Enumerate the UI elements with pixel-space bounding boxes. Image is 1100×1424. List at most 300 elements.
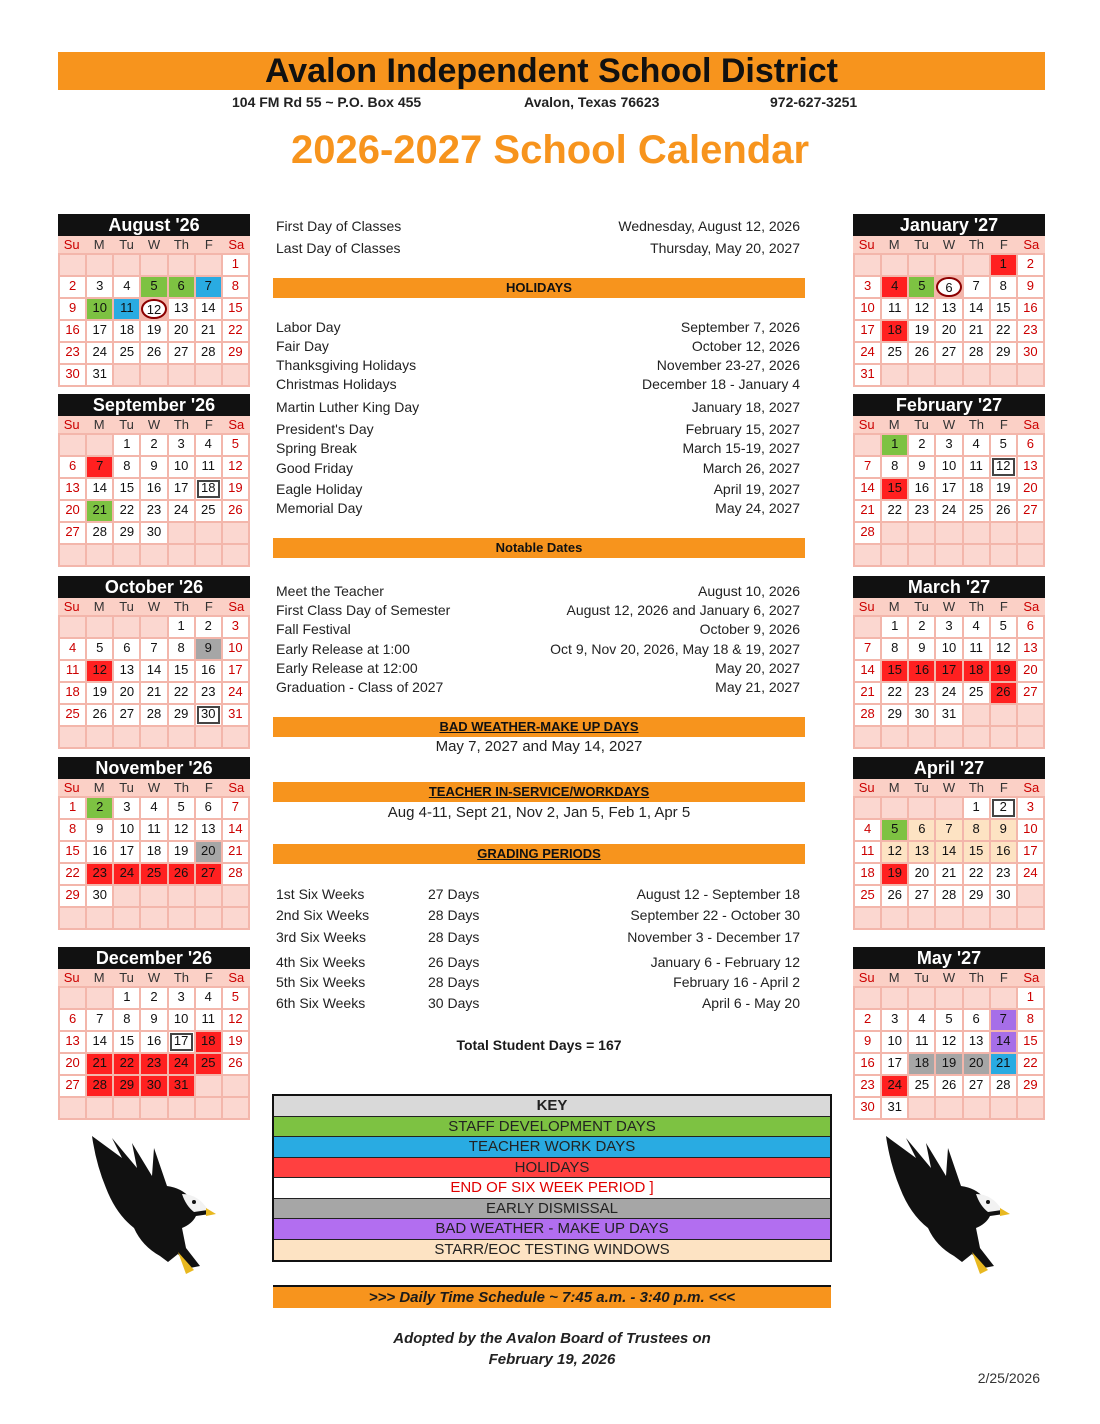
calendar-empty-cell bbox=[855, 798, 880, 818]
calendar-day: 25 bbox=[141, 864, 166, 884]
weekday-label: W bbox=[942, 780, 956, 795]
calendar-day: 22 bbox=[882, 501, 907, 521]
calendar-day: 17 bbox=[936, 479, 961, 499]
weekday-label: F bbox=[204, 599, 213, 614]
calendar-title: 2026-2027 School Calendar bbox=[290, 128, 810, 172]
calendar-empty-cell bbox=[909, 727, 934, 747]
weekday-label: Su bbox=[63, 780, 80, 795]
calendar-empty-cell bbox=[1018, 545, 1043, 565]
calendar-day: 29 bbox=[991, 343, 1016, 363]
weekday-label: W bbox=[942, 970, 956, 985]
weekday-label: Sa bbox=[1023, 599, 1040, 614]
calendar-day: 12 bbox=[936, 1032, 961, 1052]
calendar-day: 24 bbox=[936, 683, 961, 703]
key-item: TEACHER WORK DAYS bbox=[274, 1137, 830, 1158]
calendar-day: 29 bbox=[114, 1076, 139, 1096]
calendar-empty-cell bbox=[882, 908, 907, 928]
holiday-date: March 15-19, 2027 bbox=[682, 440, 800, 456]
calendar-day: 21 bbox=[87, 501, 112, 521]
calendar-day: 1 bbox=[114, 435, 139, 455]
calendar-day: 8 bbox=[882, 457, 907, 477]
calendar-day: 28 bbox=[87, 523, 112, 543]
calendar-day: 20 bbox=[169, 321, 194, 341]
calendar-day: 13 bbox=[196, 820, 221, 840]
calendar-day: 23 bbox=[855, 1076, 880, 1096]
calendar-day: 1 bbox=[169, 617, 194, 637]
calendar-day: 26 bbox=[141, 343, 166, 363]
calendar-day: 30 bbox=[855, 1098, 880, 1118]
calendar-empty-cell bbox=[141, 908, 166, 928]
calendar-empty-cell bbox=[223, 908, 248, 928]
calendar-february bbox=[853, 394, 1045, 567]
calendar-empty-cell bbox=[223, 1098, 248, 1118]
calendar-day: 20 bbox=[964, 1054, 989, 1074]
calendar-day: 31 bbox=[936, 705, 961, 725]
weekday-label: Sa bbox=[228, 237, 245, 252]
calendar-empty-cell bbox=[60, 545, 85, 565]
calendar-april bbox=[853, 757, 1045, 930]
calendar-day: 9 bbox=[909, 457, 934, 477]
calendar-empty-cell bbox=[114, 908, 139, 928]
calendar-day: 4 bbox=[882, 277, 907, 297]
calendar-month-title: May '27 bbox=[853, 947, 1045, 969]
calendar-day: 4 bbox=[196, 435, 221, 455]
calendar-day-grid bbox=[853, 253, 1045, 387]
calendar-day: 9 bbox=[87, 820, 112, 840]
grading-period: 1st Six Weeks bbox=[276, 886, 365, 902]
eagle-mascot-icon bbox=[82, 1128, 222, 1284]
calendar-day: 16 bbox=[60, 321, 85, 341]
notable-date: May 20, 2027 bbox=[715, 660, 800, 676]
weekday-label: Su bbox=[63, 417, 80, 432]
calendar-empty-cell bbox=[60, 1098, 85, 1118]
calendar-day: 2 bbox=[60, 277, 85, 297]
calendar-day: 10 bbox=[936, 639, 961, 659]
calendar-day-grid bbox=[58, 986, 250, 1120]
weekday-header bbox=[853, 598, 1045, 615]
calendar-empty-cell bbox=[882, 988, 907, 1008]
grading-range: January 6 - February 12 bbox=[650, 954, 800, 970]
calendar-empty-cell bbox=[1018, 1098, 1043, 1118]
calendar-empty-cell bbox=[936, 727, 961, 747]
calendar-month-title: November '26 bbox=[58, 757, 250, 779]
calendar-empty-cell bbox=[855, 727, 880, 747]
grading-days: 27 Days bbox=[428, 886, 480, 902]
calendar-empty-cell bbox=[964, 908, 989, 928]
calendar-day: 5 bbox=[882, 820, 907, 840]
calendar-day: 29 bbox=[114, 523, 139, 543]
calendar-empty-cell bbox=[223, 1076, 248, 1096]
calendar-month-title: December '26 bbox=[58, 947, 250, 969]
grading-days: 30 Days bbox=[428, 995, 480, 1011]
calendar-day: 26 bbox=[991, 501, 1016, 521]
calendar-day: 15 bbox=[991, 299, 1016, 319]
calendar-day: 17 bbox=[936, 661, 961, 681]
weekday-label: F bbox=[999, 970, 1008, 985]
calendar-day: 8 bbox=[114, 457, 139, 477]
city-line: Avalon, Texas 76623 bbox=[524, 94, 660, 110]
calendar-day: 12 bbox=[991, 457, 1016, 477]
calendar-empty-cell bbox=[141, 545, 166, 565]
notable-date: May 21, 2027 bbox=[715, 679, 800, 695]
calendar-day: 6 bbox=[909, 820, 934, 840]
calendar-day: 3 bbox=[936, 617, 961, 637]
weekday-label: F bbox=[999, 780, 1008, 795]
calendar-day: 3 bbox=[223, 617, 248, 637]
calendar-day: 17 bbox=[223, 661, 248, 681]
calendar-empty-cell bbox=[87, 988, 112, 1008]
notable-date: Oct 9, Nov 20, 2026, May 18 & 19, 2027 bbox=[550, 641, 800, 657]
calendar-day: 19 bbox=[882, 864, 907, 884]
weekday-label: M bbox=[93, 780, 105, 795]
calendar-day: 19 bbox=[991, 479, 1016, 499]
weekday-header bbox=[853, 416, 1045, 433]
calendar-day: 24 bbox=[882, 1076, 907, 1096]
calendar-day: 2 bbox=[141, 435, 166, 455]
calendar-day: 5 bbox=[223, 988, 248, 1008]
calendar-day: 30 bbox=[60, 365, 85, 385]
calendar-empty-cell bbox=[169, 886, 194, 906]
phone-number: 972-627-3251 bbox=[770, 94, 858, 110]
calendar-day: 3 bbox=[169, 988, 194, 1008]
weekday-label: Su bbox=[858, 970, 875, 985]
calendar-january bbox=[853, 214, 1045, 387]
calendar-day-grid bbox=[853, 615, 1045, 749]
calendar-day: 16 bbox=[87, 842, 112, 862]
calendar-day: 18 bbox=[196, 1032, 221, 1052]
weekday-label: F bbox=[204, 970, 213, 985]
calendar-august bbox=[58, 214, 250, 387]
weekday-label: Th bbox=[968, 780, 984, 795]
weekday-label: W bbox=[147, 599, 161, 614]
calendar-day: 14 bbox=[964, 299, 989, 319]
calendar-day: 12 bbox=[87, 661, 112, 681]
notable-label: Early Release at 12:00 bbox=[276, 660, 418, 676]
calendar-day: 14 bbox=[141, 661, 166, 681]
calendar-empty-cell bbox=[141, 255, 166, 275]
calendar-day: 23 bbox=[141, 501, 166, 521]
calendar-empty-cell bbox=[936, 1098, 961, 1118]
district-banner: Avalon Independent School District bbox=[58, 52, 1045, 90]
weekday-label: M bbox=[888, 599, 900, 614]
calendar-day: 2 bbox=[141, 988, 166, 1008]
calendar-day: 14 bbox=[196, 299, 221, 319]
calendar-day: 21 bbox=[855, 501, 880, 521]
calendar-day: 28 bbox=[855, 705, 880, 725]
calendar-empty-cell bbox=[991, 545, 1016, 565]
key-item: STARR/EOC TESTING WINDOWS bbox=[274, 1240, 830, 1261]
calendar-day: 10 bbox=[1018, 820, 1043, 840]
calendar-day: 21 bbox=[964, 321, 989, 341]
calendar-empty-cell bbox=[141, 1098, 166, 1118]
calendar-day: 27 bbox=[114, 705, 139, 725]
calendar-empty-cell bbox=[196, 1098, 221, 1118]
calendar-day: 6 bbox=[60, 457, 85, 477]
calendar-day: 30 bbox=[196, 705, 221, 725]
calendar-day: 28 bbox=[964, 343, 989, 363]
calendar-empty-cell bbox=[855, 255, 880, 275]
calendar-day: 29 bbox=[1018, 1076, 1043, 1096]
calendar-empty-cell bbox=[223, 886, 248, 906]
weekday-label: M bbox=[888, 780, 900, 795]
calendar-day: 6 bbox=[936, 277, 961, 297]
calendar-empty-cell bbox=[909, 523, 934, 543]
calendar-empty-cell bbox=[1018, 908, 1043, 928]
calendar-day: 14 bbox=[87, 1032, 112, 1052]
calendar-day: 7 bbox=[991, 1010, 1016, 1030]
calendar-day-grid bbox=[58, 615, 250, 749]
calendar-day: 3 bbox=[855, 277, 880, 297]
calendar-day: 16 bbox=[855, 1054, 880, 1074]
calendar-empty-cell bbox=[1018, 886, 1043, 906]
calendar-day: 16 bbox=[1018, 299, 1043, 319]
calendar-day: 22 bbox=[169, 683, 194, 703]
calendar-empty-cell bbox=[141, 617, 166, 637]
adopted-line-2: February 19, 2026 bbox=[488, 1351, 616, 1368]
calendar-empty-cell bbox=[196, 365, 221, 385]
holiday-date: April 19, 2027 bbox=[713, 481, 800, 497]
calendar-empty-cell bbox=[223, 727, 248, 747]
calendar-empty-cell bbox=[87, 617, 112, 637]
calendar-day: 8 bbox=[223, 277, 248, 297]
calendar-empty-cell bbox=[964, 988, 989, 1008]
calendar-day: 25 bbox=[909, 1076, 934, 1096]
calendar-day: 18 bbox=[114, 321, 139, 341]
calendar-day: 24 bbox=[169, 1054, 194, 1074]
weekday-header bbox=[853, 969, 1045, 986]
inservice-dates: Aug 4-11, Sept 21, Nov 2, Jan 5, Feb 1, Apr 5 bbox=[387, 804, 691, 821]
weekday-label: Tu bbox=[119, 780, 134, 795]
calendar-day: 9 bbox=[141, 457, 166, 477]
calendar-empty-cell bbox=[1018, 523, 1043, 543]
calendar-day: 17 bbox=[87, 321, 112, 341]
calendar-empty-cell bbox=[196, 545, 221, 565]
calendar-day: 7 bbox=[223, 798, 248, 818]
calendar-day: 29 bbox=[882, 705, 907, 725]
weekday-header bbox=[853, 779, 1045, 796]
weekday-label: M bbox=[93, 237, 105, 252]
calendar-empty-cell bbox=[169, 1098, 194, 1118]
weekday-label: F bbox=[204, 417, 213, 432]
calendar-day: 20 bbox=[60, 1054, 85, 1074]
calendar-day: 27 bbox=[1018, 501, 1043, 521]
calendar-day: 13 bbox=[169, 299, 194, 319]
calendar-day: 10 bbox=[855, 299, 880, 319]
calendar-day: 7 bbox=[87, 1010, 112, 1030]
calendar-day: 13 bbox=[909, 842, 934, 862]
calendar-day: 7 bbox=[855, 457, 880, 477]
calendar-day: 11 bbox=[882, 299, 907, 319]
calendar-day: 16 bbox=[141, 1032, 166, 1052]
calendar-empty-cell bbox=[60, 255, 85, 275]
calendar-day: 5 bbox=[223, 435, 248, 455]
adopted-line-1: Adopted by the Avalon Board of Trustees on bbox=[393, 1330, 711, 1347]
calendar-empty-cell bbox=[114, 1098, 139, 1118]
calendar-empty-cell bbox=[855, 908, 880, 928]
weekday-label: Sa bbox=[1023, 970, 1040, 985]
weekday-label: Su bbox=[858, 417, 875, 432]
calendar-month-title: January '27 bbox=[853, 214, 1045, 236]
calendar-march bbox=[853, 576, 1045, 749]
calendar-day: 1 bbox=[1018, 988, 1043, 1008]
calendar-day: 24 bbox=[87, 343, 112, 363]
holiday-date: March 26, 2027 bbox=[702, 460, 800, 476]
weekday-label: Th bbox=[968, 417, 984, 432]
calendar-day: 25 bbox=[114, 343, 139, 363]
holiday-date: January 18, 2027 bbox=[691, 399, 800, 415]
weekday-label: Tu bbox=[914, 417, 929, 432]
calendar-day: 5 bbox=[991, 435, 1016, 455]
calendar-day: 28 bbox=[991, 1076, 1016, 1096]
calendar-day: 27 bbox=[169, 343, 194, 363]
print-date: 2/25/2026 bbox=[977, 1370, 1040, 1386]
calendar-day: 8 bbox=[1018, 1010, 1043, 1030]
calendar-day: 18 bbox=[855, 864, 880, 884]
calendar-day: 16 bbox=[196, 661, 221, 681]
calendar-day: 2 bbox=[87, 798, 112, 818]
calendar-day: 15 bbox=[964, 842, 989, 862]
calendar-day: 24 bbox=[855, 343, 880, 363]
calendar-empty-cell bbox=[991, 523, 1016, 543]
calendar-day: 7 bbox=[855, 639, 880, 659]
calendar-empty-cell bbox=[196, 908, 221, 928]
holiday-date: November 23-27, 2026 bbox=[656, 357, 800, 373]
calendar-day: 28 bbox=[87, 1076, 112, 1096]
calendar-day: 6 bbox=[1018, 435, 1043, 455]
calendar-day-grid bbox=[58, 796, 250, 930]
calendar-day: 13 bbox=[1018, 639, 1043, 659]
calendar-day: 24 bbox=[114, 864, 139, 884]
calendar-empty-cell bbox=[964, 365, 989, 385]
calendar-day: 31 bbox=[855, 365, 880, 385]
calendar-empty-cell bbox=[114, 617, 139, 637]
calendar-empty-cell bbox=[991, 705, 1016, 725]
calendar-day: 29 bbox=[60, 886, 85, 906]
calendar-empty-cell bbox=[169, 255, 194, 275]
weekday-header bbox=[58, 779, 250, 796]
last-day-value: Thursday, May 20, 2027 bbox=[650, 240, 800, 256]
calendar-empty-cell bbox=[936, 908, 961, 928]
key-item: BAD WEATHER - MAKE UP DAYS bbox=[274, 1219, 830, 1240]
calendar-day: 21 bbox=[87, 1054, 112, 1074]
grading-days: 28 Days bbox=[428, 929, 480, 945]
weekday-header bbox=[58, 598, 250, 615]
weekday-label: W bbox=[147, 417, 161, 432]
calendar-day: 29 bbox=[964, 886, 989, 906]
calendar-day: 5 bbox=[936, 1010, 961, 1030]
calendar-day: 2 bbox=[909, 617, 934, 637]
weekday-label: Tu bbox=[914, 237, 929, 252]
calendar-day: 15 bbox=[169, 661, 194, 681]
weekday-label: Th bbox=[173, 780, 189, 795]
holiday-label: Thanksgiving Holidays bbox=[276, 357, 417, 373]
weekday-label: Th bbox=[173, 970, 189, 985]
calendar-empty-cell bbox=[991, 988, 1016, 1008]
calendar-empty-cell bbox=[936, 545, 961, 565]
calendar-month-title: August '26 bbox=[58, 214, 250, 236]
calendar-day: 27 bbox=[196, 864, 221, 884]
notable-label: Meet the Teacher bbox=[276, 583, 384, 599]
calendar-day: 26 bbox=[223, 501, 248, 521]
calendar-day: 9 bbox=[1018, 277, 1043, 297]
weekday-label: Th bbox=[173, 237, 189, 252]
calendar-day: 6 bbox=[1018, 617, 1043, 637]
calendar-empty-cell bbox=[991, 727, 1016, 747]
calendar-day: 14 bbox=[855, 661, 880, 681]
holiday-label: Eagle Holiday bbox=[276, 481, 363, 497]
calendar-day: 9 bbox=[141, 1010, 166, 1030]
weekday-label: Th bbox=[968, 237, 984, 252]
calendar-day: 7 bbox=[141, 639, 166, 659]
calendar-day: 1 bbox=[882, 617, 907, 637]
calendar-day: 15 bbox=[882, 479, 907, 499]
calendar-day: 6 bbox=[169, 277, 194, 297]
weekday-label: F bbox=[999, 599, 1008, 614]
calendar-day: 15 bbox=[882, 661, 907, 681]
weekday-label: W bbox=[147, 237, 161, 252]
grading-range: September 22 - October 30 bbox=[630, 907, 800, 923]
calendar-day: 2 bbox=[991, 798, 1016, 818]
calendar-day: 28 bbox=[223, 864, 248, 884]
calendar-day: 23 bbox=[87, 864, 112, 884]
calendar-day: 26 bbox=[223, 1054, 248, 1074]
calendar-day: 23 bbox=[909, 501, 934, 521]
calendar-day: 27 bbox=[60, 1076, 85, 1096]
calendar-day: 20 bbox=[1018, 661, 1043, 681]
calendar-day: 1 bbox=[964, 798, 989, 818]
weekday-header bbox=[58, 969, 250, 986]
calendar-day: 25 bbox=[964, 501, 989, 521]
weekday-label: Su bbox=[858, 599, 875, 614]
key-item: STAFF DEVELOPMENT DAYS bbox=[274, 1117, 830, 1138]
grading-period: 4th Six Weeks bbox=[276, 954, 366, 970]
weekday-label: Sa bbox=[228, 970, 245, 985]
calendar-empty-cell bbox=[991, 1098, 1016, 1118]
calendar-empty-cell bbox=[855, 988, 880, 1008]
weekday-label: Su bbox=[63, 237, 80, 252]
calendar-day: 11 bbox=[196, 457, 221, 477]
calendar-empty-cell bbox=[1018, 705, 1043, 725]
calendar-empty-cell bbox=[964, 545, 989, 565]
legend-key bbox=[272, 1094, 832, 1262]
calendar-day: 19 bbox=[169, 842, 194, 862]
weekday-label: F bbox=[999, 237, 1008, 252]
calendar-month-title: March '27 bbox=[853, 576, 1045, 598]
calendar-empty-cell bbox=[60, 617, 85, 637]
calendar-day: 18 bbox=[60, 683, 85, 703]
calendar-day: 23 bbox=[1018, 321, 1043, 341]
calendar-day: 18 bbox=[964, 479, 989, 499]
key-item: HOLIDAYS bbox=[274, 1158, 830, 1179]
calendar-day: 19 bbox=[223, 1032, 248, 1052]
grading-range: February 16 - April 2 bbox=[673, 974, 800, 990]
weekday-label: Su bbox=[858, 780, 875, 795]
calendar-day: 13 bbox=[1018, 457, 1043, 477]
calendar-empty-cell bbox=[855, 617, 880, 637]
holiday-label: Labor Day bbox=[276, 319, 341, 335]
calendar-day: 14 bbox=[936, 842, 961, 862]
calendar-empty-cell bbox=[87, 908, 112, 928]
weekday-label: Sa bbox=[228, 780, 245, 795]
holiday-date: May 24, 2027 bbox=[715, 500, 800, 516]
calendar-empty-cell bbox=[1018, 727, 1043, 747]
calendar-month-title: October '26 bbox=[58, 576, 250, 598]
calendar-day: 17 bbox=[882, 1054, 907, 1074]
calendar-may bbox=[853, 947, 1045, 1120]
calendar-day: 26 bbox=[169, 864, 194, 884]
weekday-label: F bbox=[204, 237, 213, 252]
calendar-empty-cell bbox=[964, 705, 989, 725]
